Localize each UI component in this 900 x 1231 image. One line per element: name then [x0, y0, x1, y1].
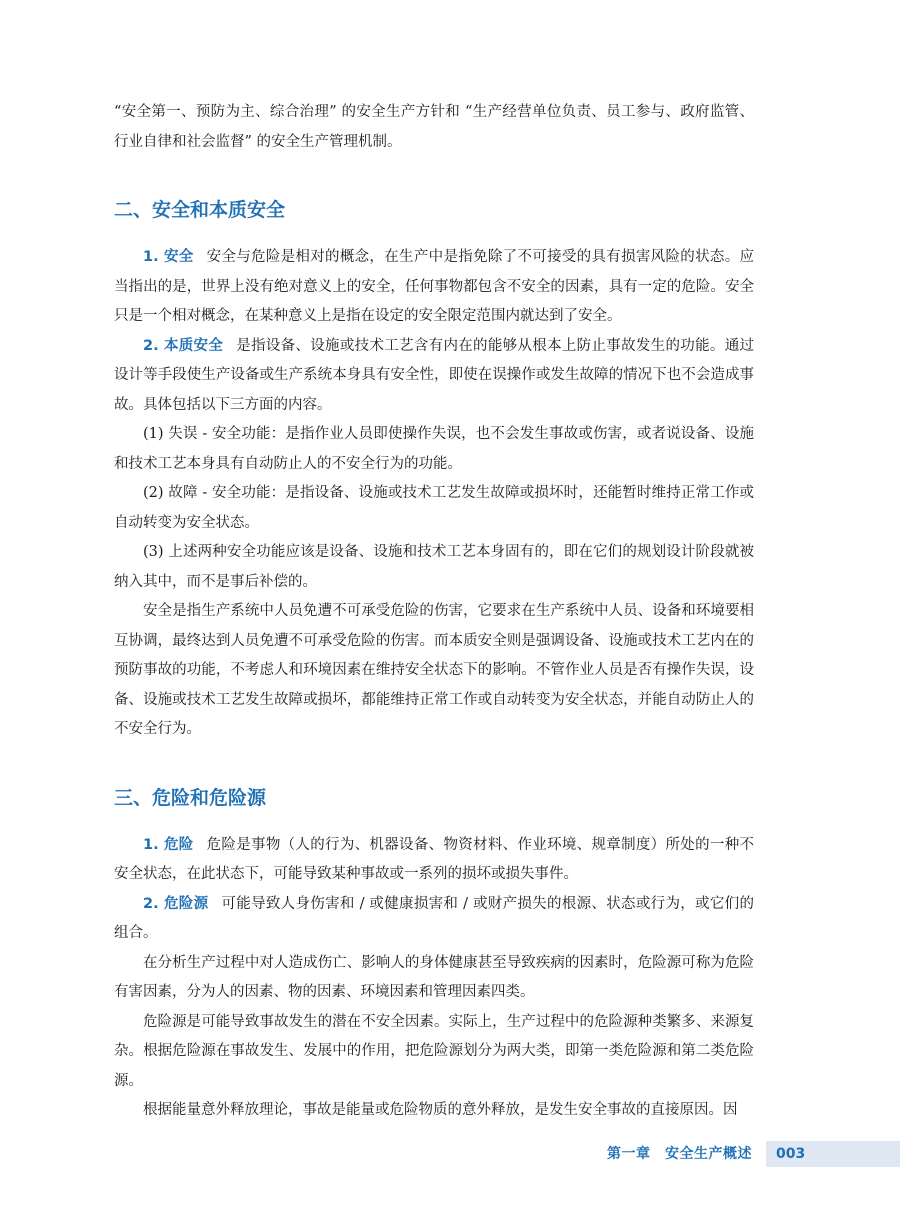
danger-definition: 危险是事物（人的行为、机器设备、物资材料、作业环境、规章制度）所处的一种不安全状态，在此状态下，可能导致某种事故或一系列的损坏或损失事件。	[114, 836, 754, 882]
list-item-fail-safe: (1) 失误 - 安全功能：是指作业人员即使操作失误，也不会发生事故或伤害，或者说设备、设施和技术工艺本身具有自动防止人的不安全行为的功能。	[114, 426, 754, 472]
section-heading-safety: 二、安全和本质安全	[114, 199, 286, 221]
term-hazard-source: 2. 危险源	[143, 895, 209, 912]
paragraph-intrinsic-safety	[114, 332, 754, 421]
list-item-fault-safe: (2) 故障 - 安全功能：是指设备、设施或技术工艺发生故障或损坏时，还能暂时维持正常工作或自动转变为安全状态。	[114, 485, 754, 531]
paragraph-hazard-factors: 在分析生产过程中对人造成伤亡、影响人的身体健康甚至导致疾病的因素时，危险源可称为危险有害因素，分为人的因素、物的因素、环境因素和管理因素四类。	[114, 954, 754, 1000]
intrinsic-safety-definition: 是指设备、设施或技术工艺含有内在的能够从根本上防止事故发生的功能。通过设计等手段使生产设备或生产系统本身具有安全性，即使在误操作或发生故障的情况下也不会造成事故。具体包括以下三方面的内容。	[114, 337, 755, 413]
list-item-inherent: (3) 上述两种安全功能应该是设备、设施和技术工艺本身固有的，即在它们的规划设计阶段就被纳入其中，而不是事后补偿的。	[114, 544, 754, 590]
paragraph-danger	[114, 831, 754, 890]
page-number-bar	[766, 1141, 900, 1167]
paragraph-safety	[114, 243, 754, 332]
page-number: 003	[776, 1146, 806, 1162]
page-footer	[0, 1141, 900, 1167]
paragraph-safety-summary: 安全是指生产系统中人员免遭不可承受危险的伤害，它要求在生产系统中人员、设备和环境要相互协调，最终达到人员免遭不可承受危险的伤害。而本质安全则是强调设备、设施或技术工艺内在的预防事故的功能，不考虑人和环境因素在维持安全状态下的影响。不管作业人员是否有操作失误，设备、设施或技术工艺发生故障或损坏，都能维持正常工作或自动转变为安全状态，并能自动防止人的不安全行为。	[114, 603, 754, 737]
paragraph-hazard-source	[114, 890, 754, 949]
paragraph-energy-theory: 根据能量意外释放理论，事故是能量或危险物质的意外释放，是发生安全事故的直接原因。因	[143, 1102, 738, 1118]
term-intrinsic-safety: 2. 本质安全	[143, 337, 224, 354]
running-chapter-title: 第一章 安全生产概述	[607, 1146, 752, 1162]
section-heading-hazard: 三、危险和危险源	[114, 786, 267, 809]
page-body	[114, 98, 754, 1126]
term-safety: 1. 安全	[143, 249, 194, 265]
safety-definition: 安全与危险是相对的概念，在生产中是指免除了不可接受的具有损害风险的状态。应当指出的是，世界上没有绝对意义上的安全，任何事物都包含不安全的因素，具有一定的危险。安全只是一个相对概念，在某种意义上是指在设定的安全限定范围内就达到了安全。	[114, 249, 754, 324]
hazard-source-definition: 可能导致人身伤害和 / 或健康损害和 / 或财产损失的根源、状态或行为，或它们的组合。	[114, 895, 754, 941]
term-danger: 1. 危险	[143, 836, 194, 853]
intro-paragraph: “安全第一、预防为主、综合治理” 的安全生产方针和 “生产经营单位负责、员工参与、政府监管、行业自律和社会监督” 的安全生产管理机制。	[114, 104, 754, 150]
paragraph-hazard-classes: 危险源是可能导致事故发生的潜在不安全因素。实际上，生产过程中的危险源种类繁多、来源复杂。根据危险源在事故发生、发展中的作用，把危险源划分为两大类，即第一类危险源和第二类危险源。	[114, 1013, 754, 1089]
